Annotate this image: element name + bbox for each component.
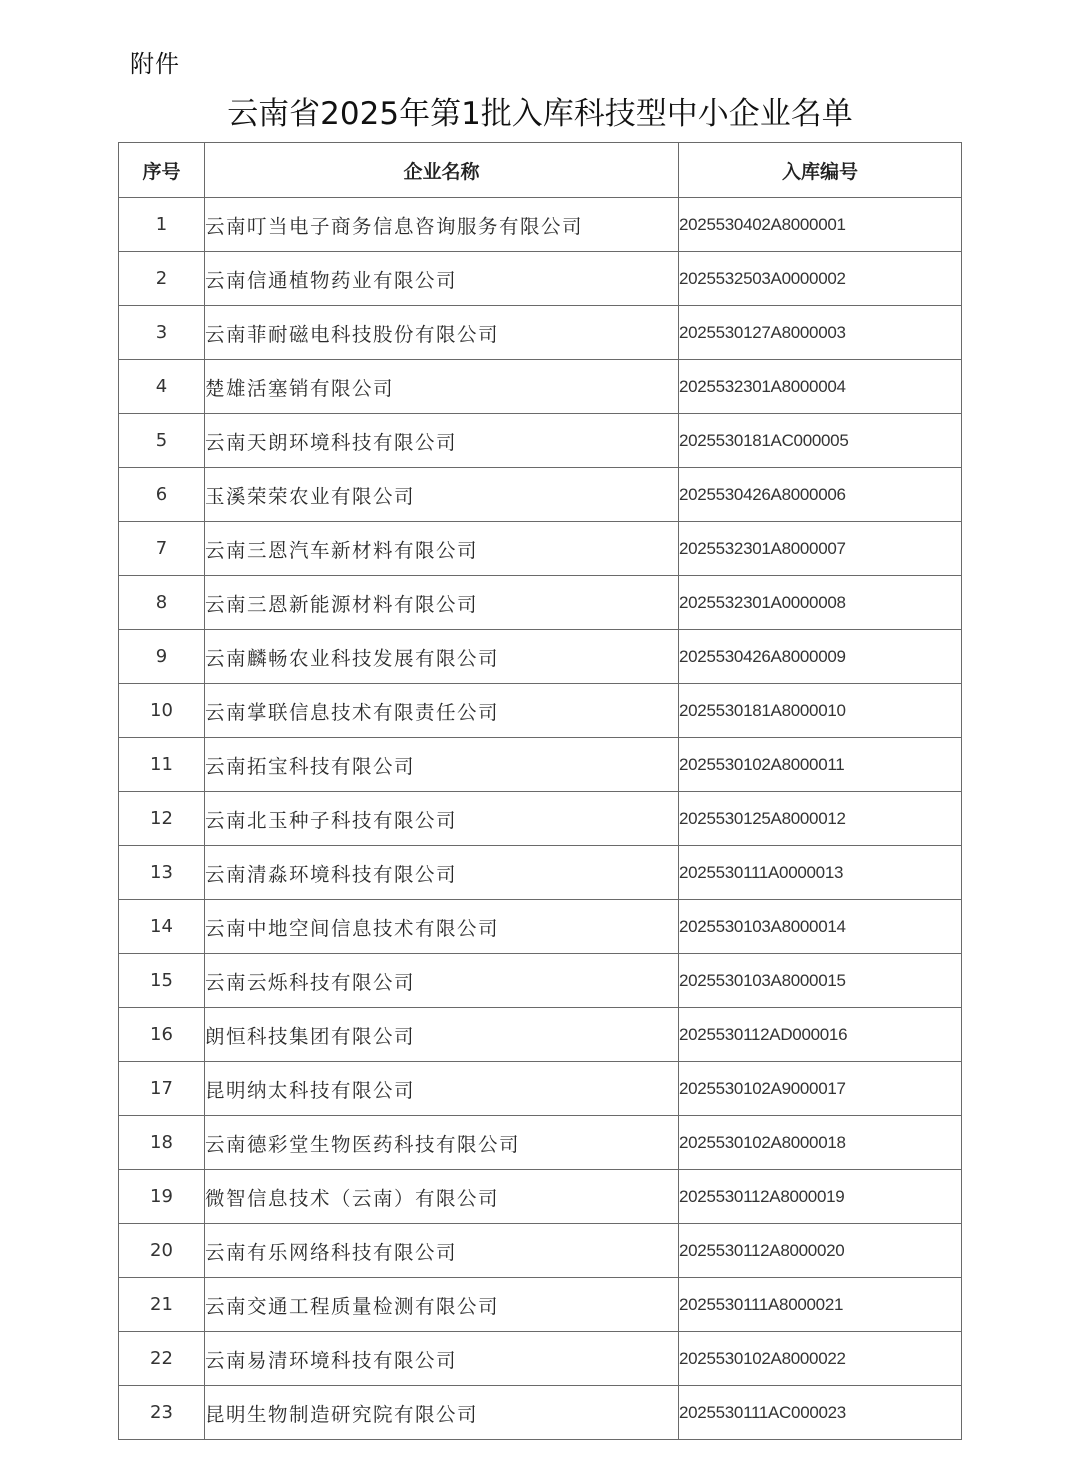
table-row [119,1386,962,1440]
row-company-name: 云南德彩堂生物医药科技有限公司 [205,1116,679,1170]
row-company-name: 云南天朗环境科技有限公司 [205,414,679,468]
row-index: 11 [119,738,205,792]
row-registration-code: 2025530103A8000015 [679,954,962,1008]
row-registration-code: 2025530402A8000001 [679,198,962,252]
row-index: 7 [119,522,205,576]
table-row [119,684,962,738]
row-index: 16 [119,1008,205,1062]
row-registration-code: 2025530112A8000020 [679,1224,962,1278]
table-row [119,252,962,306]
row-registration-code: 2025530102A9000017 [679,1062,962,1116]
row-index: 20 [119,1224,205,1278]
table-row [119,1062,962,1116]
row-registration-code: 2025530426A8000006 [679,468,962,522]
table-row [119,738,962,792]
row-index: 8 [119,576,205,630]
row-index: 15 [119,954,205,1008]
table-row [119,522,962,576]
table-body [119,198,962,1440]
table-row [119,1224,962,1278]
table-row [119,414,962,468]
row-company-name: 玉溪荣荣农业有限公司 [205,468,679,522]
row-registration-code: 2025532503A0000002 [679,252,962,306]
row-registration-code: 2025530426A8000009 [679,630,962,684]
row-index: 18 [119,1116,205,1170]
row-index: 6 [119,468,205,522]
row-index: 19 [119,1170,205,1224]
row-registration-code: 2025530111A8000021 [679,1278,962,1332]
row-index: 22 [119,1332,205,1386]
row-company-name: 云南信通植物药业有限公司 [205,252,679,306]
row-company-name: 云南有乐网络科技有限公司 [205,1224,679,1278]
row-registration-code: 2025530112AD000016 [679,1008,962,1062]
header-code: 入库编号 [679,143,962,198]
row-index: 23 [119,1386,205,1440]
row-index: 4 [119,360,205,414]
row-registration-code: 2025532301A8000004 [679,360,962,414]
table-row [119,630,962,684]
row-company-name: 云南清淼环境科技有限公司 [205,846,679,900]
row-company-name: 微智信息技术（云南）有限公司 [205,1170,679,1224]
row-company-name: 云南三恩汽车新材料有限公司 [205,522,679,576]
row-company-name: 楚雄活塞销有限公司 [205,360,679,414]
row-company-name: 云南中地空间信息技术有限公司 [205,900,679,954]
row-index: 10 [119,684,205,738]
table-header-row [119,143,962,198]
document-title: 云南省2025年第1批入库科技型中小企业名单 [227,96,853,132]
row-company-name: 云南云烁科技有限公司 [205,954,679,1008]
row-index: 17 [119,1062,205,1116]
row-index: 12 [119,792,205,846]
row-company-name: 云南叮当电子商务信息咨询服务有限公司 [205,198,679,252]
enterprise-list-table [118,142,962,1440]
row-company-name: 云南麟畅农业科技发展有限公司 [205,630,679,684]
table-row [119,576,962,630]
row-company-name: 云南掌联信息技术有限责任公司 [205,684,679,738]
row-registration-code: 2025530125A8000012 [679,792,962,846]
row-registration-code: 2025530181AC000005 [679,414,962,468]
row-company-name: 云南易清环境科技有限公司 [205,1332,679,1386]
row-index: 3 [119,306,205,360]
table-row [119,1008,962,1062]
table-row [119,846,962,900]
table-row [119,1116,962,1170]
table-row [119,1170,962,1224]
row-registration-code: 2025530102A8000018 [679,1116,962,1170]
row-registration-code: 2025532301A8000007 [679,522,962,576]
table-row [119,198,962,252]
header-index: 序号 [119,143,205,198]
row-index: 21 [119,1278,205,1332]
row-registration-code: 2025530102A8000022 [679,1332,962,1386]
table-row [119,900,962,954]
row-registration-code: 2025530127A8000003 [679,306,962,360]
table-row [119,954,962,1008]
row-company-name: 云南菲耐磁电科技股份有限公司 [205,306,679,360]
row-company-name: 云南北玉种子科技有限公司 [205,792,679,846]
row-registration-code: 2025530111A0000013 [679,846,962,900]
row-index: 1 [119,198,205,252]
row-registration-code: 2025530181A8000010 [679,684,962,738]
table-row [119,306,962,360]
row-registration-code: 2025530112A8000019 [679,1170,962,1224]
row-company-name: 云南三恩新能源材料有限公司 [205,576,679,630]
header-name: 企业名称 [205,143,679,198]
row-company-name: 昆明生物制造研究院有限公司 [205,1386,679,1440]
table-row [119,468,962,522]
attachment-label: 附件 [130,50,180,78]
row-index: 9 [119,630,205,684]
row-index: 5 [119,414,205,468]
row-registration-code: 2025532301A0000008 [679,576,962,630]
row-registration-code: 2025530111AC000023 [679,1386,962,1440]
row-company-name: 昆明纳太科技有限公司 [205,1062,679,1116]
row-index: 2 [119,252,205,306]
table-row [119,792,962,846]
row-index: 13 [119,846,205,900]
table-row [119,1332,962,1386]
row-registration-code: 2025530102A8000011 [679,738,962,792]
row-company-name: 朗恒科技集团有限公司 [205,1008,679,1062]
row-company-name: 云南交通工程质量检测有限公司 [205,1278,679,1332]
table-row [119,1278,962,1332]
row-registration-code: 2025530103A8000014 [679,900,962,954]
table-row [119,360,962,414]
row-company-name: 云南拓宝科技有限公司 [205,738,679,792]
row-index: 14 [119,900,205,954]
